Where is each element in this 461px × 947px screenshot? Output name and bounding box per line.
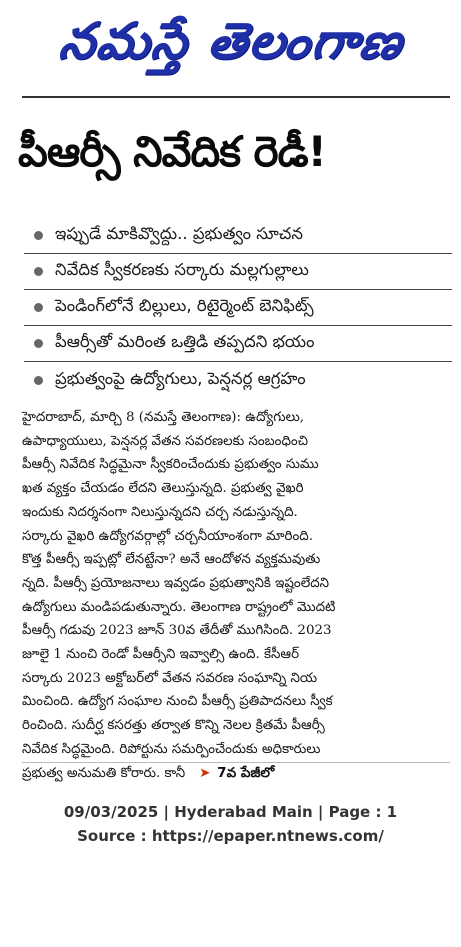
- body-line: సర్కారు వైఖరి ఉద్యోగవర్గాల్లో చర్చనీయాంశంగా మారింది.: [22, 528, 313, 544]
- bullet-dot-icon: [34, 303, 43, 312]
- top-rule: [22, 96, 450, 98]
- body-line: నివేదిక సిద్ధమైంది. రిపోర్టును సమర్పించేందుకు అధికారులు: [22, 741, 321, 757]
- footer-source: Source : https://epaper.ntnews.com/: [77, 827, 384, 845]
- headline: పీఆర్సీ నివేదిక రెడీ!: [18, 127, 326, 176]
- bullet-text: పెండింగ్‌లోనే బిల్లులు, రిటైర్మెంట్ బెనిఫిట్స్: [55, 296, 314, 315]
- bullet-text: ప్రభుత్వంపై ఉద్యోగులు, పెన్షనర్ల ఆగ్రహం: [55, 368, 306, 388]
- bullet-text: పీఆర్సీతో మరింత ఒత్తిడి తప్పదని భయం: [55, 332, 315, 351]
- body-line: ఉపాధ్యాయులు, పెన్షనర్ల వేతన సవరణలకు సంబంధించి: [22, 433, 308, 449]
- footer-edition-info: 09/03/2025 | Hyderabad Main | Page : 1: [63, 803, 398, 821]
- bullet-text: నివేదిక స్వీకరణకు సర్కారు మల్లగుల్లాలు: [55, 260, 309, 279]
- bullet-item: [24, 218, 452, 254]
- body-line: జూలై 1 నుంచి రెండో పీఆర్సీని ఇవ్వాల్సి ఉంది. కేసీఆర్: [22, 647, 300, 663]
- body-line: కొత్త పీఆర్సీ ఇప్పట్లో లేనట్టేనా? అనే ఆందోళన వ్యక్తమవుతు: [22, 552, 321, 568]
- continued-on-page-link[interactable]: [199, 762, 274, 786]
- body-line: రించింది. సుదీర్ఘ కసరత్తు తర్వాత కొన్ని నెలల క్రితమే పీఆర్సీ: [22, 718, 325, 734]
- bullet-item: [24, 326, 452, 362]
- bullet-list: [24, 218, 452, 398]
- bullet-dot-icon: [34, 376, 43, 385]
- body-line: పీఆర్సీ నివేదిక సిద్ధమైనా స్వీకరించేందుకు ప్రభుత్వం సుము: [22, 457, 319, 473]
- masthead-logo: నమస్తే తెలంగాణ: [55, 11, 408, 70]
- bullet-text: ఇప్పుడే మాకివ్వొద్దు.. ప్రభుత్వం సూచన: [55, 224, 303, 243]
- body-line: న్నది. పీఆర్సీ ప్రయోజనాలు ఇవ్వడం ప్రభుత్వానికి ఇష్టంలేదని: [22, 575, 330, 591]
- continued-on-page-label: 7వ పేజీలో: [217, 764, 275, 781]
- arrow-right-icon: ➤: [199, 764, 211, 781]
- bullet-item: [24, 362, 452, 398]
- bullet-dot-icon: [34, 339, 43, 348]
- body-last-line: [22, 762, 452, 786]
- body-line: హైదరాబాద్, మార్చి 8 (నమస్తే తెలంగాణ): ఉద్యోగులు,: [22, 410, 305, 425]
- masthead: [8, 6, 453, 88]
- bottom-rule: [22, 762, 450, 763]
- bullet-dot-icon: [34, 231, 43, 240]
- body-line: పీఆర్సీ గడువు 2023 జూన్ 30వ తేదీతో ముగిసింది. 2023: [22, 623, 332, 639]
- bullet-dot-icon: [34, 267, 43, 276]
- bullet-item: [24, 290, 452, 326]
- footer: [0, 800, 461, 848]
- bullet-item: [24, 254, 452, 290]
- body-line: ఇందుకు నిదర్శనంగా నిలుస్తున్నదని చర్చ నడుస్తున్నది.: [22, 504, 298, 520]
- body-line: ఖత వ్యక్తం చేయడం లేదని తెలుస్తున్నది. ప్రభుత్వ వైఖరి: [22, 481, 304, 497]
- body-line: ఉద్యోగులు మండిపడుతున్నారు. తెలంగాణ రాష్ట్రంలో మొదటి: [22, 599, 336, 615]
- body-line-text: ప్రభుత్వ అనుమతి కోరారు. కానీ: [22, 765, 186, 781]
- article-body: [22, 406, 452, 781]
- body-line: సర్కారు 2023 అక్టోబర్‌లో వేతన సవరణ సంఘాన్ని నియ: [22, 670, 318, 686]
- body-line: మించింది. ఉద్యోగ సంఘాల నుంచి పీఆర్సీ ప్రతిపాదనలు స్వీక: [22, 694, 333, 710]
